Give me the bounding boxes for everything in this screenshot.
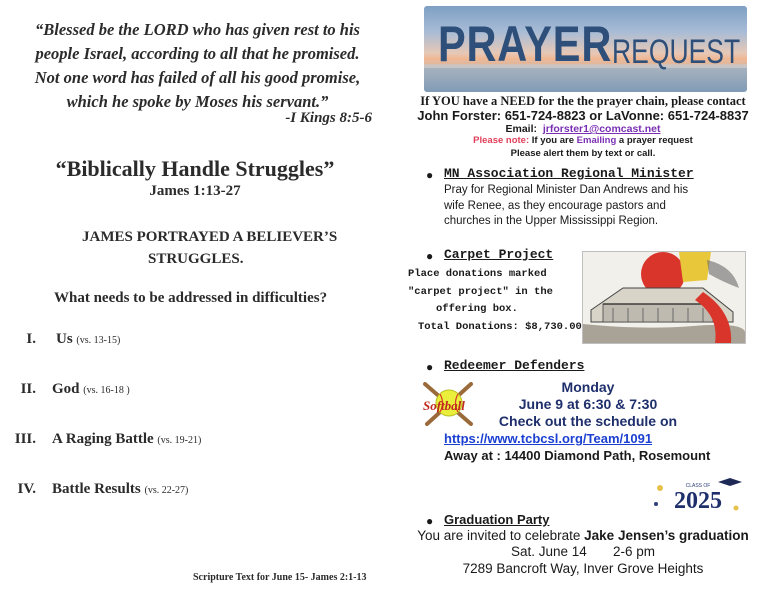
banner-word-prayer: PRAYER (438, 16, 613, 72)
softball-label: Softball (423, 398, 465, 413)
note-text: a prayer request (618, 135, 693, 146)
mn-association-body (444, 183, 688, 230)
bullet-icon: ● (426, 360, 434, 374)
prayer-chain-instruction: If YOU have a NEED for the the prayer chain, please contact (420, 94, 746, 108)
defenders-date: June 9 at 6:30 & 7:30 (518, 396, 658, 412)
point-verses: (vs. 22-27) (144, 485, 189, 496)
theme-line: JAMES PORTRAYED A BELIEVER’S (82, 229, 338, 245)
graduation-invite (406, 528, 760, 543)
email-link[interactable]: jrforster1@comcast.net (542, 123, 661, 135)
defenders-day: Monday (561, 379, 615, 395)
body-line: "carpet project" in the (408, 285, 553, 298)
bullet-icon: ● (426, 514, 434, 528)
invite-text: You are invited to celebrate (417, 528, 581, 543)
body-line: Place donations marked (408, 268, 547, 280)
schedule-link[interactable]: https://www.tcbcsl.org/Team/1091 (444, 431, 653, 446)
quote-line: “Blessed be the LORD who has given rest to his (35, 20, 360, 39)
graduation-date: Sat. June 14 2-6 pm (510, 544, 656, 559)
body-line: churches in the Upper Mississippi Region. (444, 215, 659, 227)
carpet-project-heading: Carpet Project (444, 247, 554, 262)
graduation-address: 7289 Bancroft Way, Inver Grove Heights (462, 561, 704, 576)
point-verses: (vs. 19-21) (157, 435, 202, 446)
class-of-label: CLASS OF (685, 483, 711, 489)
bullet-icon: ● (426, 249, 434, 263)
body-line: offering box. (436, 303, 518, 315)
point-text: God (52, 381, 80, 397)
email-line (406, 123, 760, 135)
sermon-reference: James 1:13-27 (149, 183, 241, 199)
note-line (406, 135, 760, 146)
note-label: Please note: (473, 135, 530, 146)
donation-total: Total Donations: $8,730.00 (418, 320, 582, 333)
carpet-project-body (408, 266, 582, 336)
softball-icon (421, 380, 475, 426)
note-text: If you are (531, 135, 575, 146)
sermon-title: “Biblically Handle Struggles” (55, 156, 335, 181)
point-verses: (vs. 13-15) (76, 335, 121, 346)
sermon-theme (82, 226, 362, 270)
scripture-note: Scripture Text for June 15- James 2:1-13 (193, 572, 367, 583)
email-label: Email: (505, 123, 538, 135)
point-text: Us (56, 331, 73, 347)
point-verses: (vs. 16-18 ) (83, 385, 130, 396)
alert-line: Please alert them by text or call. (510, 148, 656, 159)
mn-association-heading: MN Association Regional Minister (444, 166, 694, 181)
invite-name: Jake Jensen’s graduation (584, 528, 749, 543)
quote-line: which he spoke by Moses his servant.” (66, 92, 329, 111)
quote-line: Not one word has failed of all his good promise, (34, 68, 361, 87)
defenders-away: Away at : 14400 Diamond Path, Rosemount (444, 448, 711, 463)
quote-line: people Israel, according to all that he promised. (35, 44, 360, 63)
prayer-contacts: John Forster: 651-724-8823 or LaVonne: 651-724-8837 (417, 108, 749, 123)
point-number: IV. (17, 481, 36, 497)
redeemer-defenders-heading: Redeemer Defenders (444, 358, 585, 373)
class-of-2025-graphic (652, 478, 744, 514)
body-line: wife Renee, as they encourage pastors and (444, 199, 666, 212)
class-year: 2025 (674, 488, 722, 514)
church-sketch-image (582, 251, 746, 344)
point-text: Battle Results (52, 481, 141, 497)
prayer-request-banner (424, 6, 747, 92)
outline-question: What needs to be addressed in difficulties? (54, 290, 328, 306)
point-number: III. (14, 431, 36, 447)
defenders-schedule: Check out the schedule on (498, 413, 678, 429)
scripture-quote (20, 18, 375, 114)
point-number: I. (26, 331, 36, 347)
point-text: A Raging Battle (52, 431, 154, 447)
bullet-icon: ● (426, 168, 434, 182)
quote-reference: -I Kings 8:5-6 (285, 110, 372, 126)
point-number: II. (20, 381, 36, 397)
body-line: Pray for Regional Minister Dan Andrews and his (444, 184, 689, 196)
banner-word-request: REQUEST (612, 33, 741, 71)
theme-line: STRUGGLES. (148, 251, 244, 267)
graduation-heading: Graduation Party (444, 512, 550, 527)
note-emailing: Emailing (576, 135, 617, 146)
